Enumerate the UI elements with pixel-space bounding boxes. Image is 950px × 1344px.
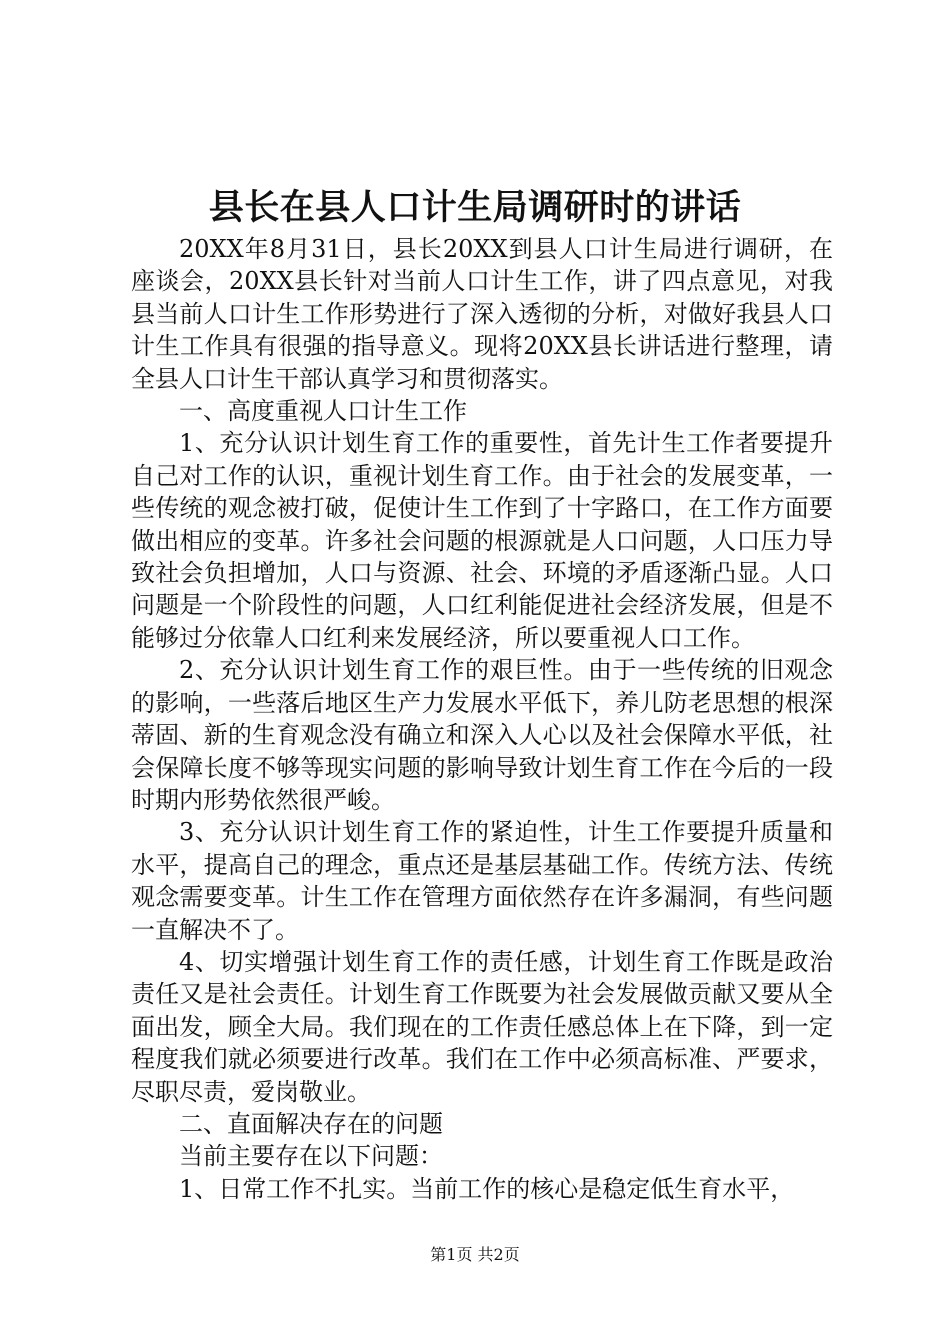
paragraph-item-4: 4、切实增强计划生育工作的责任感，计划生育工作既是政治责任又是社会责任。计划生育工作既要为社会发展做贡献又要从全面出发，顾全大局。我们现在的工作责任感总体上在下降，到一定程度我们就必须要进行改革。我们在工作中必须高标准、严要求，尽职尽责，爱岗敬业。 (131, 947, 833, 1106)
paragraph-item-2: 2、充分认识计划生育工作的艰巨性。由于一些传统的旧观念的影响，一些落后地区生产力发展水平低下，养儿防老思想的根深蒂固、新的生育观念没有确立和深入人心以及社会保障水平低，社会保障长度不够等现实问题的影响导致计划生育工作在今后的一段时期内形势依然很严峻。 (131, 656, 833, 814)
section-heading-1: 一、高度重视人口计生工作 (179, 397, 467, 426)
page-footer: 第1页 共2页 (430, 1245, 520, 1264)
paragraph-item-3: 3、充分认识计划生育工作的紧迫性，计生工作要提升质量和水平，提高自己的理念，重点还是基层基础工作。传统方法、传统观念需要变革。计生工作在管理方面依然存在许多漏洞，有些问题一直解决不了。 (131, 818, 833, 944)
paragraph-intro: 20XX年8月31日，县长20XX到县人口计生局进行调研，在座谈会，20XX县长针对当前人口计生工作，讲了四点意见，对我县当前人口计生工作形势进行了深入透彻的分析，对做好我县人口计生工作具有很强的指导意义。现将20XX县长讲话进行整理，请全县人口计生干部认真学习和贯彻落实。 (131, 235, 833, 393)
paragraph-problem-1: 1、日常工作不扎实。当前工作的核心是稳定低生育水平， (179, 1174, 795, 1203)
document-body (131, 233, 833, 1205)
section-heading-2: 二、直面解决存在的问题 (179, 1109, 443, 1138)
document-title: 县长在县人口计生局调研时的讲话 (208, 187, 742, 228)
paragraph-item-1: 1、充分认识计划生育工作的重要性，首先计生工作者要提升自己对工作的认识，重视计划生育工作。由于社会的发展变革，一些传统的观念被打破，促使计生工作到了十字路口，在工作方面要做出相应的变革。许多社会问题的根源就是人口问题，人口压力导致社会负担增加，人口与资源、社会、环境的矛盾逐渐凸显。人口问题是一个阶段性的问题，人口红利能促进社会经济发展，但是不能够过分依靠人口红利来发展经济，所以要重视人口工作。 (131, 429, 833, 652)
paragraph-problems-intro: 当前主要存在以下问题： (179, 1142, 443, 1171)
